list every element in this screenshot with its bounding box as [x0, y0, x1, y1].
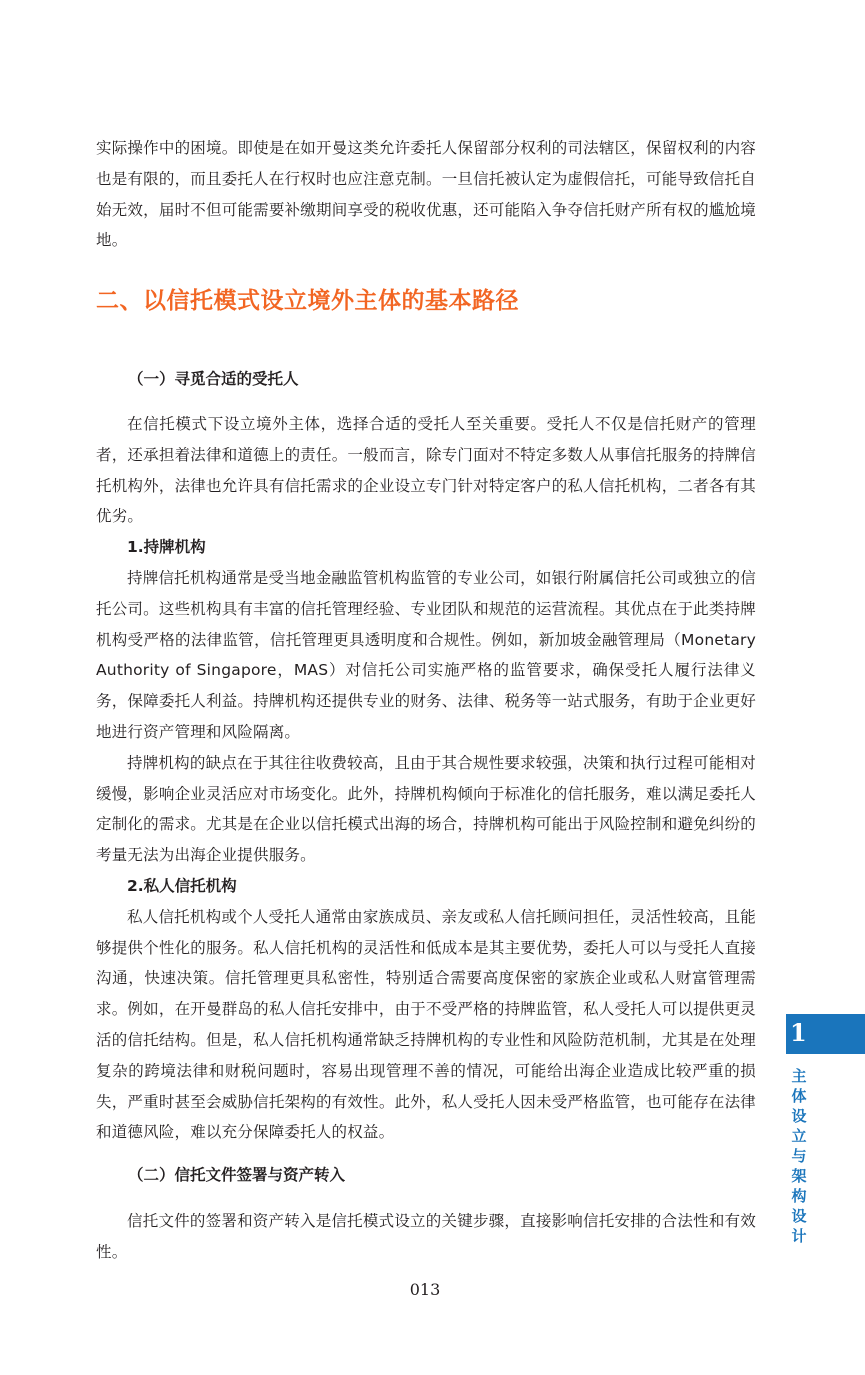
subsection-1-intro: 在信托模式下设立境外主体，选择合适的受托人至关重要。受托人不仅是信托财产的管理者，还承担着法律和道德上的责任。一般而言，除专门面对不特定多数人从事信托服务的持牌信托机构外，法律也允许具有信托需求的企业设立专门针对特定客户的私人信托机构，二者各有其优劣。 [96, 415, 756, 526]
page-number: 013 [409, 1280, 441, 1299]
item-2-title: 2.私人信托机构 [127, 876, 237, 895]
subsection-1-body [96, 409, 756, 1148]
item-1-paragraph-1: 持牌信托机构通常是受当地金融监管机构监管的专业公司，如银行附属信托公司或独立的信托公司。这些机构具有丰富的信托管理经验、专业团队和规范的运营流程。其优点在于此类持牌机构受严格的法律监管，信托管理更具透明度和合规性。例如，新加坡金融管理局（Monetary Authority of Singapore，MAS）对信托公司实施严格的监管要求，确保受托人履行法律义务，保障委托人利益。持牌机构还提供专业的财务、法律、税务等一站式服务，有助于企业更好地进行资产管理和风险隔离。 [96, 568, 756, 741]
subsection-2-body [96, 1206, 756, 1268]
item-1-paragraph-2: 持牌机构的缺点在于其往往收费较高，且由于其合规性要求较强，决策和执行过程可能相对缓慢，影响企业灵活应对市场变化。此外，持牌机构倾向于标准化的信托服务，难以满足委托人定制化的需求。尤其是在企业以信托模式出海的场合，持牌机构可能出于风险控制和避免纠纷的考量无法为出海企业提供服务。 [96, 753, 756, 865]
item-2-paragraph-1: 私人信托机构或个人受托人通常由家族成员、亲友或私人信托顾问担任，灵活性较高，且能够提供个性化的服务。私人信托机构的灵活性和低成本是其主要优势，委托人可以与受托人直接沟通，快速决策。信托管理更具私密性，特别适合需要高度保密的家族企业或私人财富管理需求。例如，在开曼群岛的私人信托安排中，由于不受严格的持牌监管，私人受托人可以提供更灵活的信托结构。但是，私人信托机构通常缺乏持牌机构的专业性和风险防范机制，尤其是在处理复杂的跨境法律和财税问题时，容易出现管理不善的情况，可能给出海企业造成比较严重的损失，严重时甚至会威胁信托架构的有效性。此外，私人受托人因未受严格监管，也可能存在法律和道德风险，难以充分保障委托人的权益。 [96, 907, 756, 1142]
top-paragraph: 实际操作中的困境。即使是在如开曼这类允许委托人保留部分权利的司法辖区，保留权利的内容也是有限的，而且委托人在行权时也应注意克制。一旦信托被认定为虚假信托，可能导致信托自始无效，届时不但可能需要补缴期间享受的税收优惠，还可能陷入争夺信托财产所有权的尴尬境地。 [96, 139, 756, 250]
chapter-number: 1 [790, 1018, 807, 1047]
item-1-title: 1.持牌机构 [127, 538, 206, 557]
chapter-title-vertical: 主体设立与架构设计 [791, 1067, 807, 1245]
subsection-title-1: （一）寻觅合适的受托人 [128, 370, 299, 388]
top-paragraph-block [96, 133, 756, 256]
chapter-tab [786, 1014, 865, 1054]
subsection-2-intro: 信托文件的签署和资产转入是信托模式设立的关键步骤，直接影响信托安排的合法性和有效性。 [96, 1212, 756, 1261]
subsection-title-2: （二）信托文件签署与资产转入 [128, 1166, 346, 1184]
section-title: 二、以信托模式设立境外主体的基本路径 [96, 288, 519, 314]
